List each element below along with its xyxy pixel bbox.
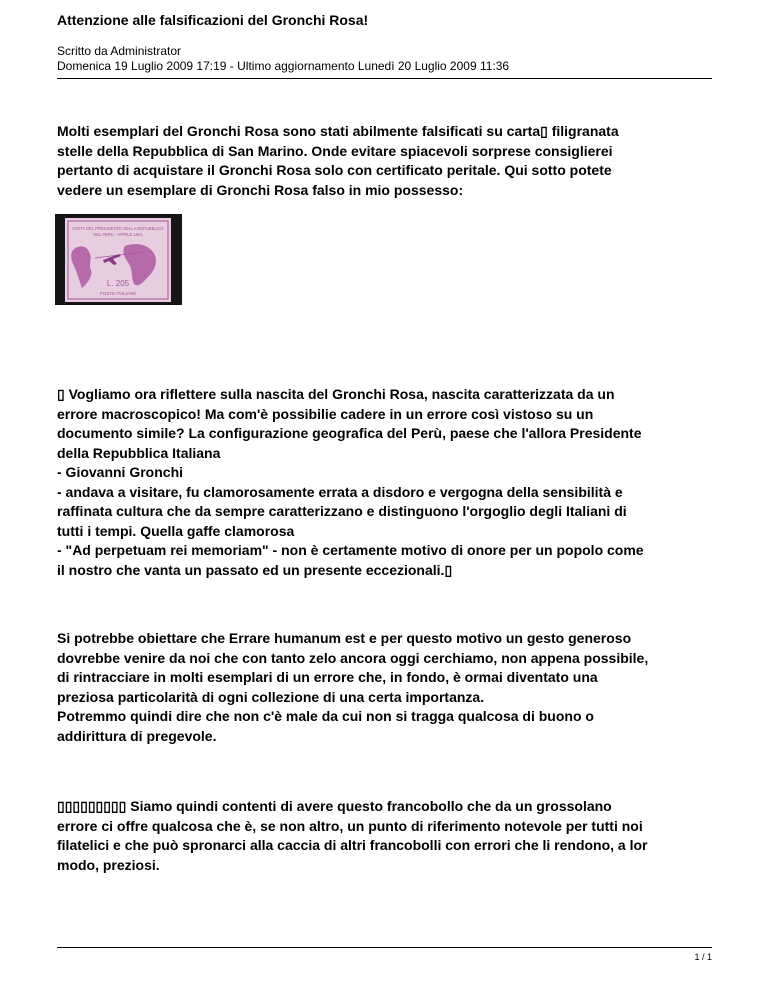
text-line: della Repubblica Italiana bbox=[57, 444, 221, 461]
text-line: documento simile? La configurazione geografica del Perù, paese che l'allora Presidente bbox=[57, 425, 642, 441]
author-line: Scritto da Administrator bbox=[57, 44, 182, 58]
text-line: di rintracciare in molti esemplari di un errore che, in fondo, è ormai diventato una bbox=[57, 669, 598, 685]
text-line: - andava a visitare, fu clamorosamente errata a disdoro e vergogna della sensibilità e bbox=[57, 483, 623, 500]
text-line: dovrebbe venire da noi che con tanto zelo ancora oggi cerchiamo, non appena possibile, bbox=[57, 649, 649, 666]
text-line: errore ci offre qualcosa che è, se non altro, un punto di riferimento notevole per tutti noi bbox=[57, 817, 643, 834]
stamp-top-text-2: NEL PERU - APRILE 1961 bbox=[93, 232, 143, 237]
date-line: Domenica 19 Luglio 2009 17:19 - Ultimo aggiornamento Lunedì 20 Luglio 2009 11:36 bbox=[57, 59, 510, 73]
paragraph-third bbox=[57, 629, 721, 746]
paragraph-intro bbox=[57, 122, 721, 200]
stamp-country: POSTE ITALIANE bbox=[99, 291, 137, 296]
footer-divider bbox=[57, 947, 712, 948]
text-line: il nostro che vanta un passato ed un presente eccezionali.▯ bbox=[57, 561, 453, 578]
paragraph-fourth bbox=[57, 797, 721, 875]
text-line: filatelici e che può spronarci alla caccia di altri francobolli con errori che li rendono, a lor bbox=[57, 837, 648, 853]
paragraph-second bbox=[57, 385, 721, 580]
text-line: stelle della Repubblica di San Marino. Onde evitare spiacevoli sorprese consiglierei bbox=[57, 142, 613, 159]
stamp-value: L. 205 bbox=[106, 279, 130, 288]
header-divider bbox=[57, 78, 712, 79]
article-meta bbox=[57, 44, 509, 74]
text-line: Si potrebbe obiettare che Errare humanum est e per questo motivo un gesto generoso bbox=[57, 630, 632, 646]
article-title: Attenzione alle falsificazioni del Gronchi Rosa! bbox=[57, 12, 369, 28]
text-line: Molti esemplari del Gronchi Rosa sono stati abilmente falsificati su carta▯ filigranata bbox=[57, 123, 619, 139]
text-line: preziosa particolarità di ogni collezione di una certa importanza. bbox=[57, 688, 485, 705]
text-line: - Giovanni Gronchi bbox=[57, 464, 184, 480]
text-line: - "Ad perpetuam rei memoriam" - non è certamente motivo di onore per un popolo come bbox=[57, 542, 644, 558]
stamp-illustration bbox=[55, 214, 182, 305]
text-line: raffinata cultura che da sempre caratterizzano e distinguono l'orgoglio degli Italiani di bbox=[57, 503, 627, 519]
page-number: 1 / 1 bbox=[694, 952, 712, 962]
text-line: pertanto di acquistare il Gronchi Rosa solo con certificato peritale. Qui sotto potete bbox=[57, 162, 612, 178]
text-line: Potremmo quindi dire che non c'è male da cui non si tragga qualcosa di buono o bbox=[57, 708, 594, 724]
text-line: errore macroscopico! Ma com'è possibilie cadere in un errore così vistoso su un bbox=[57, 405, 594, 422]
text-line: tutti i tempi. Quella gaffe clamorosa bbox=[57, 522, 295, 539]
text-line: vedere un esemplare di Gronchi Rosa falso in mio possesso: bbox=[57, 181, 464, 198]
stamp-top-text-1: VISITA DEL PRESIDENTE DELLA REPUBBLICA bbox=[72, 226, 164, 231]
text-line: ▯▯▯▯▯▯▯▯▯ Siamo quindi contenti di avere questo francobollo che da un grossolano bbox=[57, 798, 612, 814]
stamp-image bbox=[55, 214, 182, 305]
text-line: modo, preziosi. bbox=[57, 856, 160, 873]
text-line: addirittura di pregevole. bbox=[57, 727, 217, 744]
text-line: ▯ Vogliamo ora riflettere sulla nascita del Gronchi Rosa, nascita caratterizzata da un bbox=[57, 386, 615, 402]
